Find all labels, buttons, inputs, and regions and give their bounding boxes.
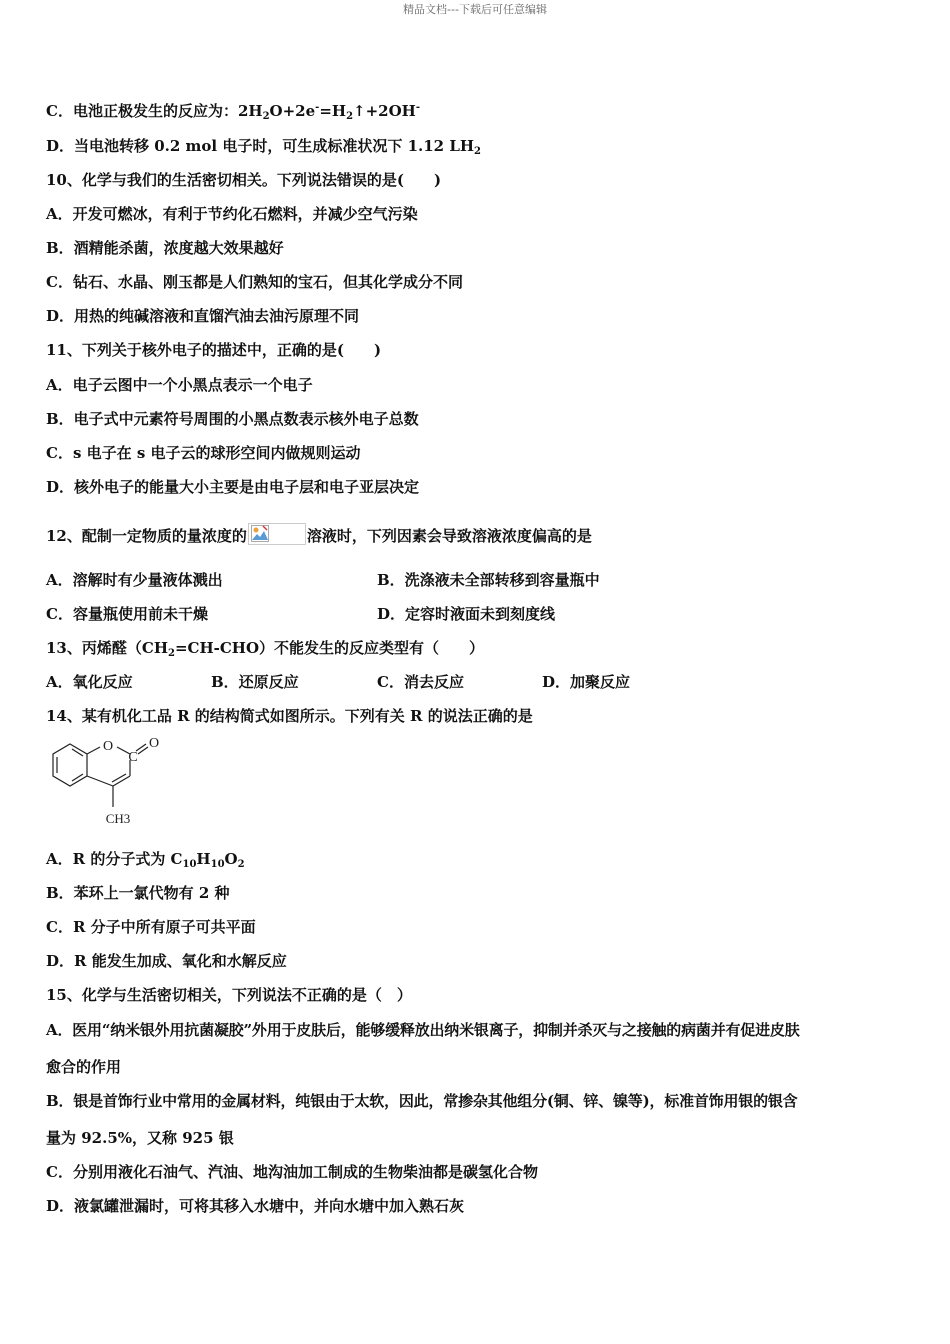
q15-option-b-line1: B．银是首饰行业中常用的金属材料，纯银由于太软，因此，常掺杂其他组分(铜、锌、镍等)，标准首饰用银的银含: [46, 1092, 798, 1110]
methyl-label: CH3: [105, 811, 131, 826]
broken-image-icon: [248, 523, 306, 545]
q10-stem: 10、化学与我们的生活密切相关。下列说法错误的是( ): [46, 171, 442, 189]
q12-stem: 12、配制一定物质的量浓度的 溶液时，下列因素会导致溶液浓度偏高的是: [46, 523, 592, 546]
q15-option-d: D．液氯罐泄漏时，可将其移入水塘中，并向水塘中加入熟石灰: [46, 1197, 465, 1215]
q12-option-c: C．容量瓶使用前未干燥: [46, 605, 208, 623]
q10-option-b: B．酒精能杀菌，浓度越大效果越好: [46, 239, 284, 257]
q14-option-a: A．R 的分子式为 $C_{10}H_{10}O_2$: [46, 850, 245, 870]
q13-option-d: D．加聚反应: [542, 673, 631, 691]
carbonyl-oxygen-label: O: [148, 736, 160, 751]
q15-option-b-line2: 量为 92.5%，又称 925 银: [46, 1129, 234, 1147]
q14-option-c: C．R 分子中所有原子可共平面: [46, 918, 256, 936]
q13-option-a: A．氧化反应: [46, 673, 133, 691]
structure-formula-r: [42, 733, 172, 829]
q9-option-d: D．当电池转移 0.2 mol 电子时，可生成标准状况下 1.12 $LH_2$: [46, 137, 482, 157]
q15-option-a-line2: 愈合的作用: [46, 1058, 122, 1076]
q13-option-b: B．还原反应: [211, 673, 299, 691]
q9-option-c: C．电池正极发生的反应为：$2H_2O+2e^-=H_2↑+2OH^-$: [46, 102, 420, 122]
q12-option-b: B．洗涤液未全部转移到容量瓶中: [377, 571, 600, 589]
q11-option-a: A．电子云图中一个小黑点表示一个电子: [46, 376, 313, 394]
q14-option-b: B．苯环上一氯代物有 2 种: [46, 884, 230, 902]
q15-option-c: C．分别用液化石油气、汽油、地沟油加工制成的生物柴油都是碳氢化合物: [46, 1163, 538, 1181]
carbonyl-carbon-label: C: [128, 750, 138, 765]
q12-option-d: D．定容时液面未到刻度线: [377, 605, 556, 623]
q11-option-d: D．核外电子的能量大小主要是由电子层和电子亚层决定: [46, 478, 420, 496]
q11-option-c: C．s 电子在 s 电子云的球形空间内做规则运动: [46, 444, 361, 462]
q14-option-d: D．R 能发生加成、氧化和水解反应: [46, 952, 287, 970]
q10-option-c: C．钻石、水晶、刚玉都是人们熟知的宝石，但其化学成分不同: [46, 273, 463, 291]
q13-stem: 13、丙烯醛$(CH_2=CH-CHO)$不能发生的反应类型有（ ）: [46, 639, 485, 659]
q10-option-d: D．用热的纯碱溶液和直馏汽油去油污原理不同: [46, 307, 360, 325]
q10-option-a: A．开发可燃冰，有利于节约化石燃料，并减少空气污染: [46, 205, 418, 223]
q15-stem: 15、化学与生活密切相关，下列说法不正确的是（ ）: [46, 986, 412, 1004]
q13-option-c: C．消去反应: [377, 673, 464, 691]
q15-option-a-line1: A．医用“纳米银外用抗菌凝胶”外用于皮肤后，能够缓释放出纳米银离子，抑制并杀灭与之接触的病菌并有促进皮肤: [46, 1021, 800, 1039]
q11-stem: 11、下列关于核外电子的描述中，正确的是( ): [46, 341, 382, 359]
page-header: 精品文档---下载后可任意编辑: [403, 3, 547, 16]
q11-option-b: B．电子式中元素符号周围的小黑点数表示核外电子总数: [46, 410, 419, 428]
q12-option-a: A．溶解时有少量液体溅出: [46, 571, 223, 589]
ring-oxygen-label: O: [102, 739, 114, 754]
q14-stem: 14、某有机化工品 R 的结构简式如图所示。下列有关 R 的说法正确的是: [46, 707, 533, 725]
